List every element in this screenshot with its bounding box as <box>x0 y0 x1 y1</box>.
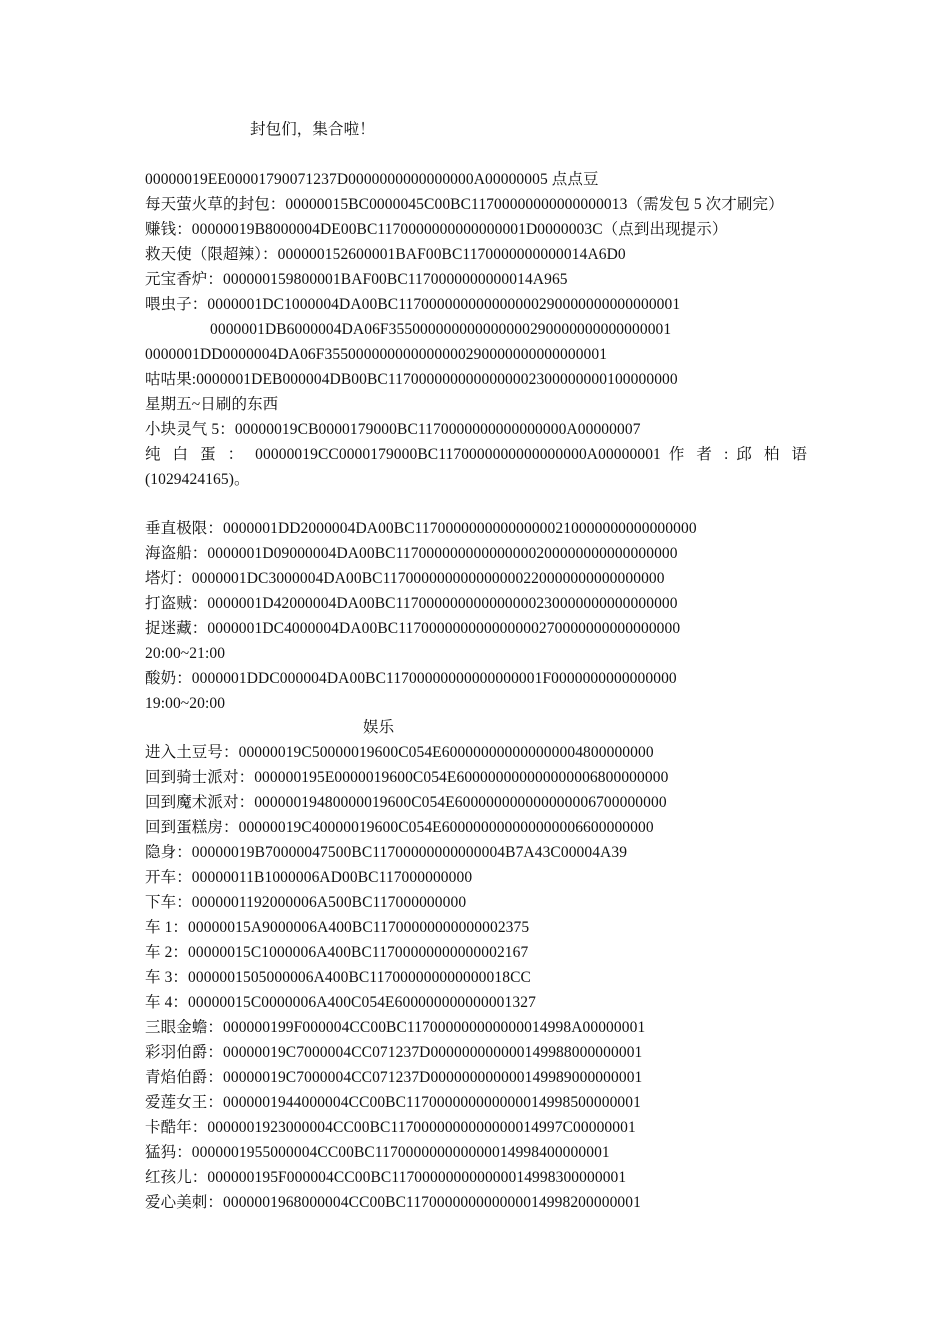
text-line: 猛犸：0000001955000004CC00BC117000000000000014998400000001 <box>145 1144 610 1161</box>
text-line: 0000001DD0000004DA06F355000000000000000290000000000000001 <box>145 346 608 363</box>
text-line: 每天萤火草的封包：00000015BC0000045C00BC11700000000000000013（需发包 5 次才刷完） <box>145 196 784 213</box>
time-range: 20:00~21:00 <box>145 645 226 662</box>
text-line: 小块灵气 5：00000019CB0000179000BC1170000000000000000A00000007 <box>145 421 641 438</box>
page-title: 封包们，集合啦！ <box>250 121 375 138</box>
section-heading: 娱乐 <box>363 719 395 736</box>
text-line: 咕咕果:0000001DEB000004DB00BC1170000000000000002300000000100000000 <box>145 371 678 388</box>
text-line: 回到骑士派对：000000195E0000019600C054E600000000000000006800000000 <box>145 769 669 786</box>
text-line: 车 1：00000015A9000006A400BC11700000000000002375 <box>145 919 530 936</box>
text-line: 0000001DB6000004DA06F355000000000000000290000000000000001 <box>210 321 672 338</box>
text-line: 打盗贼：0000001D42000004DA00BC117000000000000000230000000000000000 <box>145 595 678 612</box>
text-line: 爱莲女王：0000001944000004CC00BC117000000000000014998500000001 <box>145 1094 641 1111</box>
text-line: 赚钱：00000019B8000004DE00BC1170000000000000001D0000003C（点到出现提示） <box>145 221 728 238</box>
text-line: 隐身：00000019B70000047500BC11700000000000004B7A43C00004A39 <box>145 844 628 861</box>
text-line: 青焰伯爵：00000019C7000004CC071237D000000000000149989000000001 <box>145 1069 643 1086</box>
text-line: 捉迷藏：0000001DC4000004DA00BC117000000000000000270000000000000000 <box>145 620 681 637</box>
text-line: (1029424165)。 <box>145 471 250 488</box>
section-heading: 星期五~日刷的东西 <box>145 396 279 413</box>
text-line: 回到魔术派对：00000019480000019600C054E600000000000000006700000000 <box>145 794 667 811</box>
text-line: 开车：00000011B1000006AD00BC117000000000 <box>145 869 473 886</box>
text-line: 塔灯：0000001DC3000004DA00BC117000000000000000220000000000000000 <box>145 570 665 587</box>
text-line: 车 4：00000015C0000006A400C054E600000000000001327 <box>145 994 536 1011</box>
text-line: 车 3：0000001505000006A400BC117000000000000018CC <box>145 969 531 986</box>
text-line: 下车：0000001192000006A500BC117000000000 <box>145 894 467 911</box>
text-line: 红孩儿：000000195F000004CC00BC117000000000000014998300000001 <box>145 1169 627 1186</box>
time-range: 19:00~20:00 <box>145 695 226 712</box>
text-line: 进入土豆号：00000019C50000019600C054E600000000000000004800000000 <box>145 744 654 761</box>
text-line: 元宝香炉：000000159800001BAF00BC1170000000000014A965 <box>145 271 568 288</box>
text-line: 爱心美刺：0000001968000004CC00BC117000000000000014998200000001 <box>145 1194 641 1211</box>
text-line: 喂虫子：0000001DC1000004DA00BC117000000000000000290000000000000001 <box>145 296 681 313</box>
text-line: 车 2：00000015C1000006A400BC11700000000000002167 <box>145 944 529 961</box>
text-line: 三眼金蟾：000000199F000004CC00BC117000000000000014998A00000001 <box>145 1019 646 1036</box>
text-line: 纯 白 蛋 ： 00000019CC0000179000BC1170000000000000000A00000001 作 者 : 邱 柏 语 <box>145 446 807 463</box>
text-line: 海盗船：0000001D09000004DA00BC117000000000000000200000000000000000 <box>145 545 678 562</box>
text-line: 酸奶：0000001DDC000004DA00BC11700000000000000001F0000000000000000 <box>145 670 677 687</box>
text-line: 救天使（限超辣）：000000152600001BAF00BC1170000000000014A6D0 <box>145 246 626 263</box>
text-line: 垂直极限：0000001DD2000004DA00BC117000000000000000210000000000000000 <box>145 520 697 537</box>
text-line: 回到蛋糕房：00000019C40000019600C054E600000000000000006600000000 <box>145 819 654 836</box>
text-line: 彩羽伯爵：00000019C7000004CC071237D000000000000149988000000001 <box>145 1044 643 1061</box>
text-line: 卡酷年：0000001923000004CC00BC1170000000000000014997C00000001 <box>145 1119 636 1136</box>
text-line: 00000019EE00001790071237D0000000000000000A00000005 点点豆 <box>145 171 599 188</box>
